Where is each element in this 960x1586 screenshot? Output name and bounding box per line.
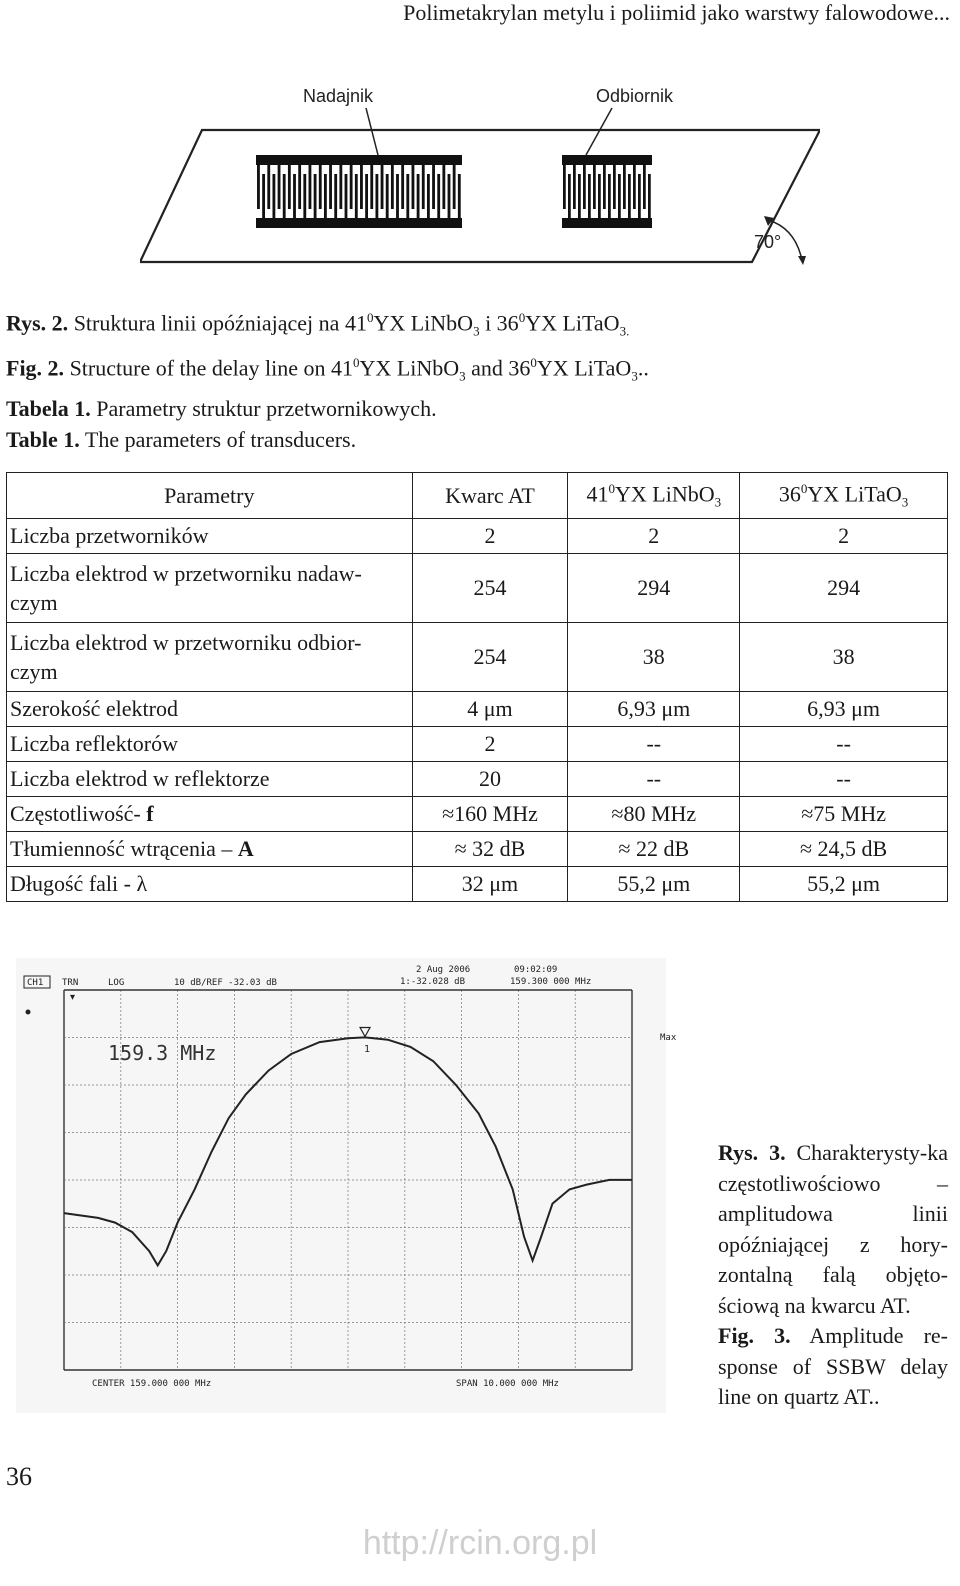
figure2-caption-pl: Rys. 2. Struktura linii opóźniającej na $41^0YX$ LiNbO$_3$ i $36^0YX$ LiTaO$_{3.}$ [6, 310, 630, 339]
electrode-finger [324, 174, 327, 218]
span-label: SPAN 10.000 000 MHz [456, 1379, 559, 1389]
table1-caption-pl: Tabela 1. Parametry struktur przetwornikowych. [6, 396, 437, 421]
electrode-finger [638, 174, 641, 218]
center-frequency: CENTER 159.000 000 MHz [92, 1379, 212, 1389]
table-row [7, 726, 948, 761]
row-label: Liczba elektrod w reflektorze [7, 761, 413, 796]
cell-quartz: 2 [412, 518, 568, 553]
table1-caption-en: Table 1. The parameters of transducers. [6, 427, 357, 452]
marker-number: 1 [364, 1044, 371, 1055]
table1-caption [6, 393, 437, 455]
cell-litao: 38 [740, 622, 948, 691]
electrode-finger [427, 174, 430, 218]
electrode-finger [412, 165, 415, 209]
electrode-finger [257, 165, 260, 209]
electrode-finger [283, 174, 286, 218]
row-label: Liczba elektrod w przetworniku odbior-czym [7, 622, 413, 691]
cell-quartz: 32 μm [412, 866, 568, 901]
row-label: Szerokość elektrod [7, 691, 413, 726]
cell-litao: 294 [740, 553, 948, 622]
marker-annotation: 159.3 MHz [108, 1041, 217, 1065]
table-row [7, 553, 948, 622]
electrode-finger [334, 174, 337, 218]
electrode-finger [573, 165, 576, 209]
cell-linbo: 55,2 μm [568, 866, 740, 901]
table-row [7, 831, 948, 866]
cell-litao: 6,93 μm [740, 691, 948, 726]
cell-quartz: 4 μm [412, 691, 568, 726]
cell-litao: ≈ 24,5 dB [740, 831, 948, 866]
electrode-finger [309, 165, 312, 209]
cell-linbo: 38 [568, 622, 740, 691]
cell-quartz: 254 [412, 622, 568, 691]
electrode-finger [613, 165, 616, 209]
cell-litao: -- [740, 761, 948, 796]
format-label: LOG [108, 978, 125, 988]
cell-litao: ≈75 MHz [740, 796, 948, 831]
substrate-outline [140, 130, 820, 262]
delay-line-figure [140, 70, 820, 290]
cell-litao: 55,2 μm [740, 866, 948, 901]
cell-quartz: ≈ 32 dB [412, 831, 568, 866]
electrode-finger [422, 165, 425, 209]
max-label: Max [660, 1033, 677, 1043]
header-parameters: Parametry [7, 473, 413, 519]
electrode-finger [381, 165, 384, 209]
cell-litao: -- [740, 726, 948, 761]
svg-text:▾: ▾ [70, 992, 76, 1003]
cell-quartz: 254 [412, 553, 568, 622]
figure3-caption-pl: Rys. 3. Charakterysty-ka częstotliwościowo – amplitudowa linii opóźniającej z hory-zontalną falą objęto-ściową na kwarcu AT. [718, 1140, 948, 1318]
electrode-finger [633, 165, 636, 209]
electrode-finger [563, 165, 566, 209]
table-row [7, 866, 948, 901]
receiver-transducer [562, 155, 652, 228]
electrode-finger [303, 174, 306, 218]
electrode-finger [391, 165, 394, 209]
table-row [7, 691, 948, 726]
cell-linbo: 2 [568, 518, 740, 553]
electrode-finger [298, 165, 301, 209]
running-head: Polimetakrylan metylu i poliimid jako warstwy falowodowe... [403, 0, 950, 25]
figure3-caption [718, 1138, 948, 1413]
electrode-finger [623, 165, 626, 209]
electrode-finger [568, 174, 571, 218]
electrode-finger [355, 174, 358, 218]
electrode-finger [406, 174, 409, 218]
electrode-finger [329, 165, 332, 209]
electrode-finger [401, 165, 404, 209]
electrode-finger [442, 165, 445, 209]
table-row [7, 622, 948, 691]
row-label: Częstotliwość- f [7, 796, 413, 831]
electrode-finger [583, 165, 586, 209]
cell-linbo: -- [568, 761, 740, 796]
electrode-finger [603, 165, 606, 209]
receiver-label: Odbiornik [596, 86, 674, 106]
cell-linbo: 6,93 μm [568, 691, 740, 726]
page-number: 36 [6, 1462, 32, 1491]
electrode-finger [437, 174, 440, 218]
electrode-finger [339, 165, 342, 209]
electrode-finger [618, 174, 621, 218]
electrode-finger [262, 174, 265, 218]
electrode-finger [648, 174, 651, 218]
cell-quartz: ≈160 MHz [412, 796, 568, 831]
footer-url: http://rcin.org.pl [362, 1524, 598, 1562]
marker-frequency: 159.300 000 MHz [510, 977, 592, 987]
table-row [7, 518, 948, 553]
cell-litao: 2 [740, 518, 948, 553]
electrode-finger [314, 174, 317, 218]
electrode-finger [293, 174, 296, 218]
electrode-finger [643, 165, 646, 209]
electrode-finger [278, 165, 281, 209]
electrode-finger [608, 174, 611, 218]
electrode-finger [417, 174, 420, 218]
electrode-finger [365, 174, 368, 218]
electrode-finger [593, 165, 596, 209]
cell-linbo: 294 [568, 553, 740, 622]
electrode-finger [370, 165, 373, 209]
electrode-finger [578, 174, 581, 218]
trace-label: TRN [62, 978, 79, 988]
frequency-response-chart [6, 948, 696, 1418]
cell-quartz: 20 [412, 761, 568, 796]
electrode-finger [453, 165, 456, 209]
electrode-finger [267, 165, 270, 209]
electrode-finger [350, 165, 353, 209]
figure2-caption [6, 302, 649, 391]
electrode-finger [458, 174, 461, 218]
cell-linbo: ≈ 22 dB [568, 831, 740, 866]
electrode-finger [345, 174, 348, 218]
header-litao: $36^0YX$ LiTaO$_3$ [740, 473, 948, 519]
angle-label: 70° [754, 232, 782, 252]
electrode-finger [396, 174, 399, 218]
time-label: 09:02:09 [514, 965, 558, 975]
electrode-finger [432, 165, 435, 209]
row-label: Liczba reflektorów [7, 726, 413, 761]
date-label: 2 Aug 2006 [416, 965, 471, 975]
row-label: Długość fali - λ [7, 866, 413, 901]
channel-label: CH1 [27, 978, 44, 988]
electrode-finger [288, 165, 291, 209]
electrode-finger [375, 174, 378, 218]
marker-readout: 1:-32.028 dB [400, 977, 466, 987]
scale-label: 10 dB/REF -32.03 dB [174, 978, 277, 988]
cell-quartz: 2 [412, 726, 568, 761]
electrode-finger [588, 174, 591, 218]
cell-linbo: -- [568, 726, 740, 761]
transmitter-label: Nadajnik [303, 86, 374, 106]
electrode-finger [272, 174, 275, 218]
header-quartz: Kwarc AT [412, 473, 568, 519]
electrode-finger [360, 165, 363, 209]
parameters-table [6, 472, 948, 902]
row-label: Tłumienność wtrącenia – A [7, 831, 413, 866]
electrode-finger [598, 174, 601, 218]
electrode-finger [448, 174, 451, 218]
table-row [7, 796, 948, 831]
cell-linbo: ≈80 MHz [568, 796, 740, 831]
row-label: Liczba przetworników [7, 518, 413, 553]
electrode-finger [319, 165, 322, 209]
row-label: Liczba elektrod w przetworniku nadaw-czym [7, 553, 413, 622]
table-row [7, 761, 948, 796]
electrode-finger [628, 174, 631, 218]
transmitter-transducer [256, 155, 462, 228]
electrode-finger [386, 174, 389, 218]
header-linbo: $41^0YX$ LiNbO$_3$ [568, 473, 740, 519]
figure3-caption-en: Fig. 3. Amplitude re-sponse of SSBW delay line on quartz AT.. [718, 1323, 948, 1409]
figure2-caption-en: Fig. 2. Structure of the delay line on $41^0YX$ LiNbO$_3$ and $36^0YX$ LiTaO$_3$.. [6, 354, 649, 384]
